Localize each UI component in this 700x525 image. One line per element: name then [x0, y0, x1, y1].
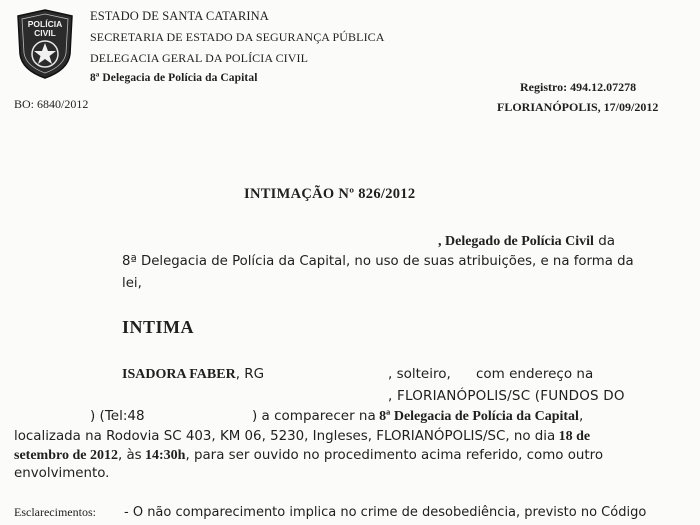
- badge-text-bottom: CIVIL: [34, 28, 56, 38]
- address-label: com endereço na: [476, 366, 594, 382]
- last-line: envolvimento.: [14, 466, 110, 481]
- badge-text-top: POLÍCIA: [27, 19, 63, 29]
- header-delegacy-general: DELEGACIA GERAL DA POLÍCIA CIVIL: [90, 51, 309, 65]
- registro-number: Registro: 494.12.07278: [520, 80, 637, 94]
- intro-line-1: , Delegado de Polícia Civil da: [438, 233, 616, 249]
- clarifications-item-1: - O não comparecimento implica no crime de desobediência, previsto no Código: [124, 505, 647, 520]
- city-date: FLORIANÓPOLIS, 17/09/2012: [497, 100, 659, 114]
- header-secretariat: SECRETARIA DE ESTADO DA SEGURANÇA PÚBLICA: [90, 30, 385, 44]
- intro-line-2: 8ª Delegacia de Polícia da Capital, no uso de suas atribuições, e na forma da: [122, 254, 634, 269]
- police-badge-icon: [14, 8, 76, 80]
- tel-open: ) (Tel:48: [90, 408, 145, 424]
- document-title: INTIMAÇÃO Nº 826/2012: [244, 186, 416, 202]
- city-line: , FLORIANÓPOLIS/SC (FUNDOS DO: [388, 388, 625, 404]
- civil-status: , solteiro,: [388, 366, 451, 382]
- clarifications-label: Esclarecimentos:: [14, 505, 96, 519]
- header-delegacy: 8ª Delegacia de Polícia da Capital: [90, 72, 258, 84]
- address-line: localizada na Rodovia SC 403, KM 06, 5230, Ingleses, FLORIANÓPOLIS/SC, no dia 18 de: [14, 429, 591, 444]
- intro-line-3: lei,: [122, 276, 142, 291]
- bo-number: BO: 6840/2012: [14, 97, 89, 111]
- person-name: ISADORA FABER: [122, 367, 236, 382]
- body-name-line: ISADORA FABER, RG: [122, 366, 265, 382]
- place-line: ) a comparecer na 8ª Delegacia de Polícia da Capital,: [252, 408, 584, 424]
- header-state: ESTADO DE SANTA CATARINA: [90, 9, 269, 23]
- date-line: setembro de 2012, às 14:30h, para ser ouvido no procedimento acima referido, como outro: [14, 448, 604, 463]
- intima-heading: INTIMA: [122, 317, 195, 337]
